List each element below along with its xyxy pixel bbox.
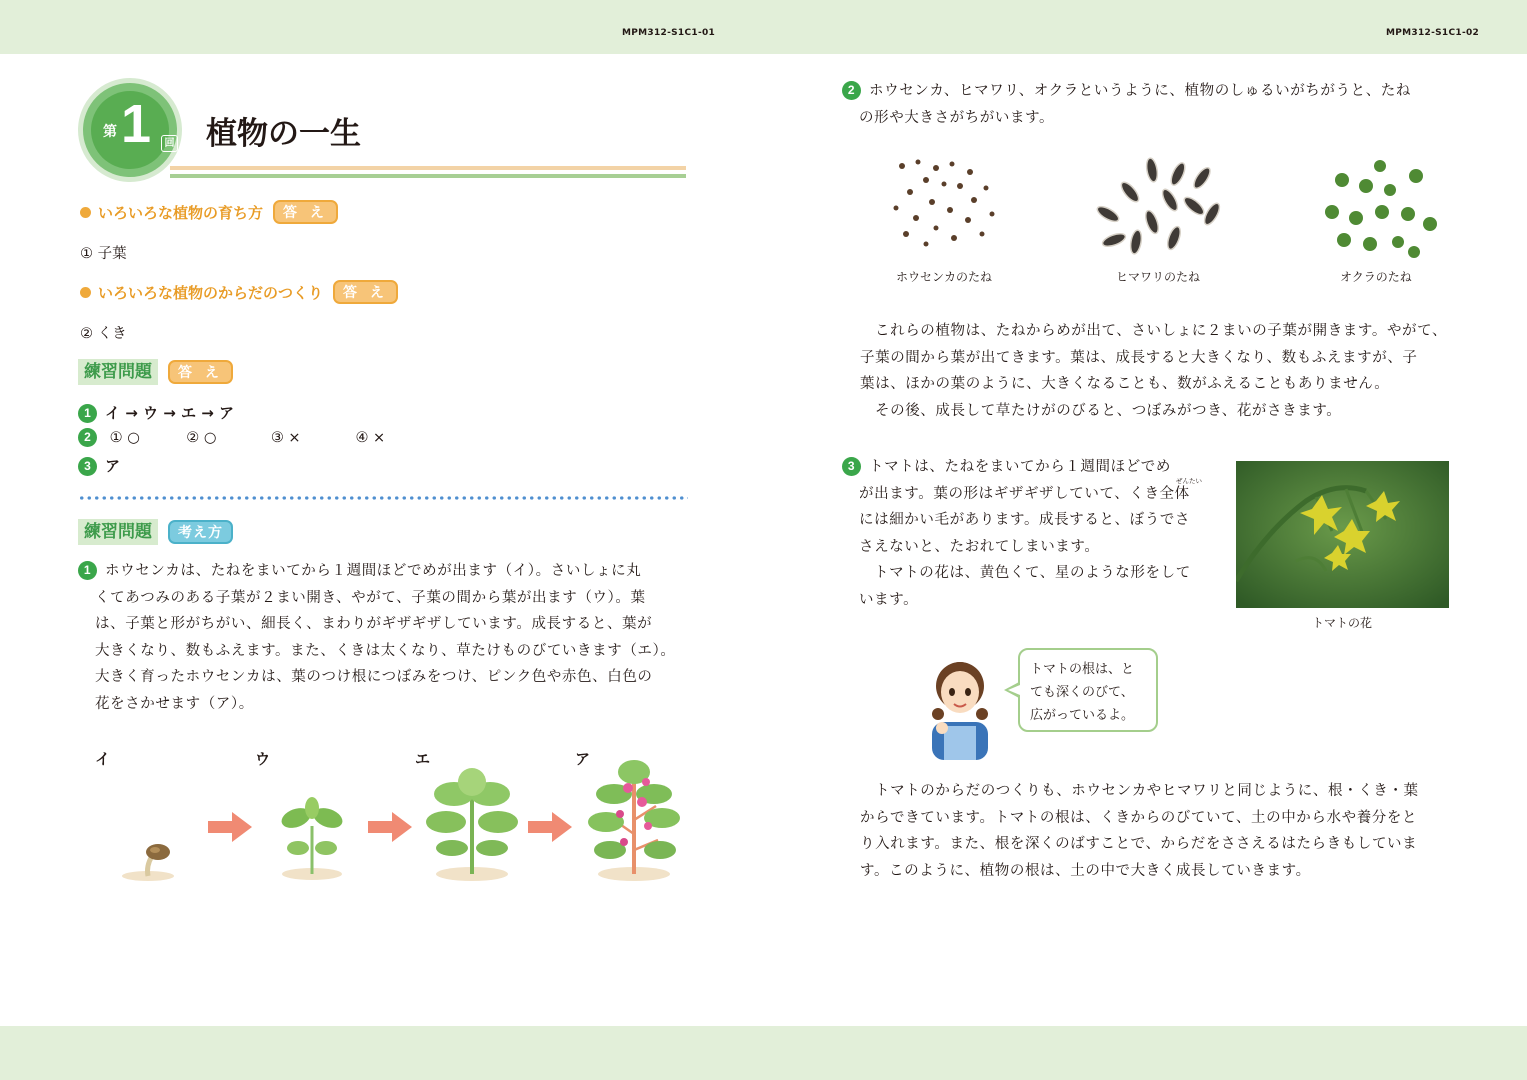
tomato-flower-photo: [1236, 461, 1449, 608]
explanation-2-line: の形や大きさがちがいます。: [859, 109, 1055, 126]
badge-dai: 第: [103, 124, 117, 140]
stage-label: ウ: [255, 750, 271, 768]
paragraph-3: [860, 778, 1480, 884]
practice-label: 練習問題: [78, 519, 158, 545]
explanation-tag: 考え方: [168, 520, 233, 544]
ruby-text: ぜんたい: [1176, 477, 1202, 485]
dotted-divider: [78, 496, 688, 500]
seedling-illustration: [272, 796, 352, 882]
paragraph-3-line: す。このように、植物の根は、土の中で大きく成長していきます。: [860, 862, 1311, 879]
page-title: 植物の一生: [206, 116, 361, 152]
number-2-icon: 2: [842, 81, 861, 100]
number-3-icon: 3: [78, 457, 97, 476]
paragraph-3-line: からできています。トマトの根は、くきからのびていて、土の中から水や養分をと: [860, 809, 1418, 826]
explanation-3-line: には細かい毛があります。成長すると、ぼうでさ: [859, 512, 1191, 528]
sunflower-seeds-illustration: [1090, 156, 1230, 256]
practice-label: 練習問題: [78, 359, 158, 385]
section-heading-2: [80, 280, 398, 304]
explanation-1-line: ホウセンカは、たねをまいてから１週間ほどでめが出ます（イ）。さいしょに丸: [105, 563, 642, 579]
growing-plant-illustration: [424, 766, 520, 882]
explanation-3-line: トマトの花は、黄色くて、星のような形をして: [874, 565, 1191, 581]
practice-answer-2-item: ① ○: [109, 430, 140, 446]
stage-label: ア: [575, 750, 591, 768]
right-arrow-icon: [528, 812, 574, 842]
paragraph-3-line: り入れます。また、根を深くのばすことで、からだをささえるはたらきもしていま: [860, 836, 1418, 852]
number-1-icon: 1: [78, 561, 97, 580]
paragraph-2-line: その後、成長して草たけがのびると、つぼみがつき、花がさきます。: [875, 402, 1342, 419]
number-1-icon: 1: [78, 404, 97, 423]
speech-bubble-tail-inner: [1008, 685, 1020, 695]
practice-answer-2: [78, 428, 415, 447]
number-2-icon: 2: [78, 428, 97, 447]
girl-character-illustration: [918, 642, 1002, 760]
explanation-1-line: 大きく育ったホウセンカは、葉のつけ根につぼみをつけ、ピンク色や赤色、白色の: [95, 669, 653, 685]
page-code-right: MPM312-S1C1-02: [1386, 28, 1480, 38]
tomato-flower-caption: トマトの花: [1312, 616, 1373, 630]
answer-tag: 答 え: [333, 280, 398, 304]
paragraph-2: [860, 318, 1480, 424]
answer-tag: 答 え: [168, 360, 233, 384]
right-arrow-icon: [368, 812, 414, 842]
practice-explain-heading: [78, 519, 233, 545]
practice-answer-3: [78, 455, 120, 476]
explanation-1-line: は、子葉と形がちがい、細長く、まわりがギザギザしています。成長すると、葉が: [95, 616, 653, 632]
speech-bubble-line: ても深くのびて、: [1030, 685, 1134, 700]
practice-answer-3-text: ア: [105, 457, 121, 475]
speech-bubble-line: 広がっているよ。: [1030, 708, 1135, 723]
seed-caption: オクラのたね: [1340, 270, 1412, 284]
stage-label: イ: [95, 750, 111, 768]
practice-answers-heading: [78, 359, 233, 385]
explanation-3-line: さえないと、たおれてしまいます。: [859, 538, 1100, 555]
practice-answer-1: [78, 402, 234, 423]
title-underline-orange: [170, 166, 686, 170]
stage-label: エ: [415, 750, 431, 768]
number-3-icon: 3: [842, 457, 861, 476]
title-underline-green: [170, 174, 686, 178]
explanation-1: [78, 558, 698, 717]
speech-bubble-line: トマトの根は、と: [1030, 662, 1135, 677]
sprouting-seed-illustration: [118, 832, 188, 884]
explanation-2: [842, 78, 1482, 131]
practice-answer-2-item: ④ ×: [355, 430, 386, 446]
footer-band: [0, 1026, 1527, 1080]
explanation-2-line: ホウセンカ、ヒマワリ、オクラというように、植物のしゅるいがちがうと、たね: [869, 83, 1412, 99]
explanation-1-line: くてあつみのある子葉が２まい開き、やがて、子葉の間から葉が出ます（ウ）。葉: [95, 589, 646, 606]
section-heading-1-text: いろいろな植物の育ち方: [98, 203, 264, 222]
balsam-seeds-illustration: [886, 156, 1002, 252]
okra-seeds-illustration: [1322, 156, 1438, 260]
explanation-3: [842, 454, 1222, 613]
section-heading-1: [80, 200, 338, 224]
right-arrow-icon: [208, 812, 254, 842]
explanation-3-line: トマトは、たねをまいてから１週間ほどでめ: [869, 459, 1171, 475]
practice-answer-2-item: ② ○: [186, 430, 217, 446]
answer-2: ② くき: [80, 326, 127, 342]
answer-1: ① 子葉: [80, 246, 127, 262]
explanation-1-line: 大きくなり、数もふえます。また、くきは太くなり、草たけものびていきます（エ）。: [95, 642, 676, 659]
explanation-3-line: が出ます。葉の形はギザギザしていて、くき全体: [859, 485, 1190, 502]
paragraph-2-line: 子葉の間から葉が出てきます。葉は、成長すると大きくなり、数もふえますが、子: [860, 349, 1418, 366]
answer-tag: 答 え: [273, 200, 338, 224]
flowering-plant-illustration: [584, 754, 684, 884]
badge-kai: 回: [161, 135, 178, 152]
explanation-3-line: います。: [859, 591, 919, 608]
practice-answer-1-text: イ → ウ → エ → ア: [105, 404, 235, 422]
chapter-badge: [78, 78, 182, 182]
badge-number: 1: [121, 94, 152, 154]
paragraph-3-line: トマトのからだのつくりも、ホウセンカやヒマワリと同じように、根・くき・葉: [875, 783, 1419, 799]
page-code-left: MPM312-S1C1-01: [622, 28, 716, 38]
explanation-1-line: 花をさかせます（ア）。: [95, 695, 254, 712]
speech-bubble: [1018, 648, 1158, 732]
seed-caption: ホウセンカのたね: [896, 270, 993, 284]
paragraph-2-line: これらの植物は、たねからめが出て、さいしょに２まいの子葉が開きます。やがて、: [875, 323, 1448, 339]
bullet-dot: [80, 207, 91, 218]
seed-caption: ヒマワリのたね: [1116, 270, 1201, 284]
bullet-dot: [80, 287, 91, 298]
header-band: [0, 0, 1527, 54]
practice-answer-2-item: ③ ×: [270, 430, 301, 446]
paragraph-2-line: 葉は、ほかの葉のように、大きくなることも、数がふえることもありません。: [860, 376, 1390, 392]
section-heading-2-text: いろいろな植物のからだのつくり: [98, 283, 324, 302]
